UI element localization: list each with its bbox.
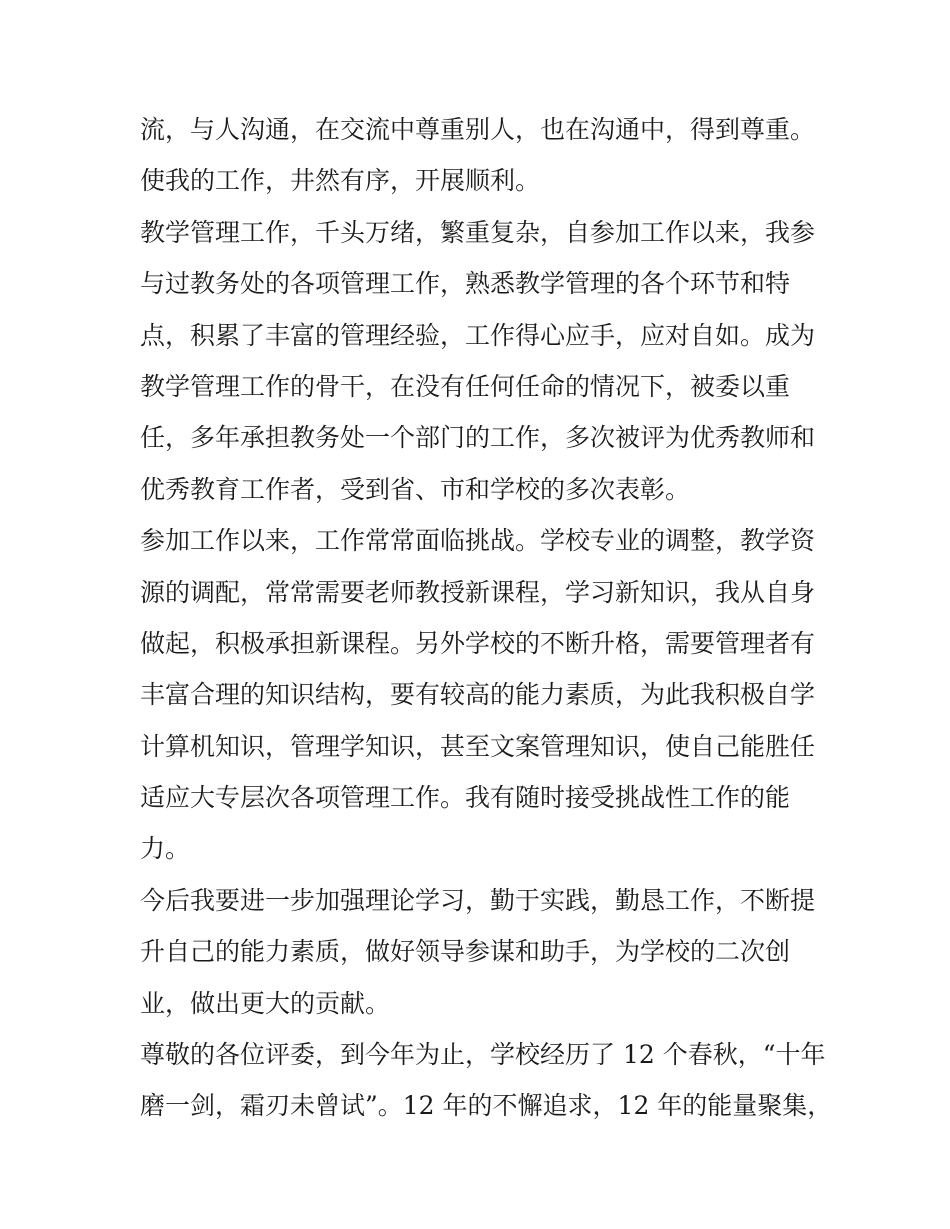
text-line: 教学管理工作，千头万绪，繁重复杂，自参加工作以来，我参 (140, 217, 816, 247)
text-line: 源的调配，常常需要老师教授新课程，学习新知识，我从自身 (140, 577, 816, 607)
text-line: 升自己的能力素质，做好领导参谋和助手，为学校的二次创 (140, 937, 791, 967)
text-line: 计算机知识，管理学知识，甚至文案管理知识，使自己能胜任 (140, 731, 816, 761)
text-line: 点，积累了丰富的管理经验，工作得心应手，应对自如。成为 (140, 320, 816, 350)
body-text (140, 104, 833, 1132)
text-line: 磨一剑，霜刃未曾试”。12 年的不懈追求，12 年的能量聚集， (140, 1091, 833, 1121)
text-line: 优秀教育工作者，受到省、市和学校的多次表彰。 (140, 474, 691, 504)
text-line: 任，多年承担教务处一个部门的工作，多次被评为优秀教师和 (140, 423, 816, 453)
text-line: 今后我要进一步加强理论学习，勤于实践，勤恳工作，不断提 (140, 885, 816, 915)
text-line: 适应大专层次各项管理工作。我有随时接受挑战性工作的能 (140, 783, 791, 813)
text-line: 使我的工作，井然有序，开展顺利。 (140, 166, 541, 196)
text-line: 做起，积极承担新课程。另外学校的不断升格，需要管理者有 (140, 628, 816, 658)
text-line: 参加工作以来，工作常常面临挑战。学校专业的调整，教学资 (140, 526, 816, 556)
text-line: 尊敬的各位评委，到今年为止，学校经历了 12 个春秋，“十年 (140, 1040, 826, 1070)
text-line: 教学管理工作的骨干，在没有任何任命的情况下，被委以重 (140, 371, 791, 401)
text-line: 与过教务处的各项管理工作，熟悉教学管理的各个环节和特 (140, 269, 791, 299)
text-line: 力。 (140, 834, 191, 864)
text-line: 流，与人沟通，在交流中尊重别人，也在沟通中，得到尊重。 (140, 115, 816, 144)
text-line: 业，做出更大的贡献。 (140, 988, 391, 1018)
text-line: 丰富合理的知识结构，要有较高的能力素质，为此我积极自学 (140, 680, 816, 710)
